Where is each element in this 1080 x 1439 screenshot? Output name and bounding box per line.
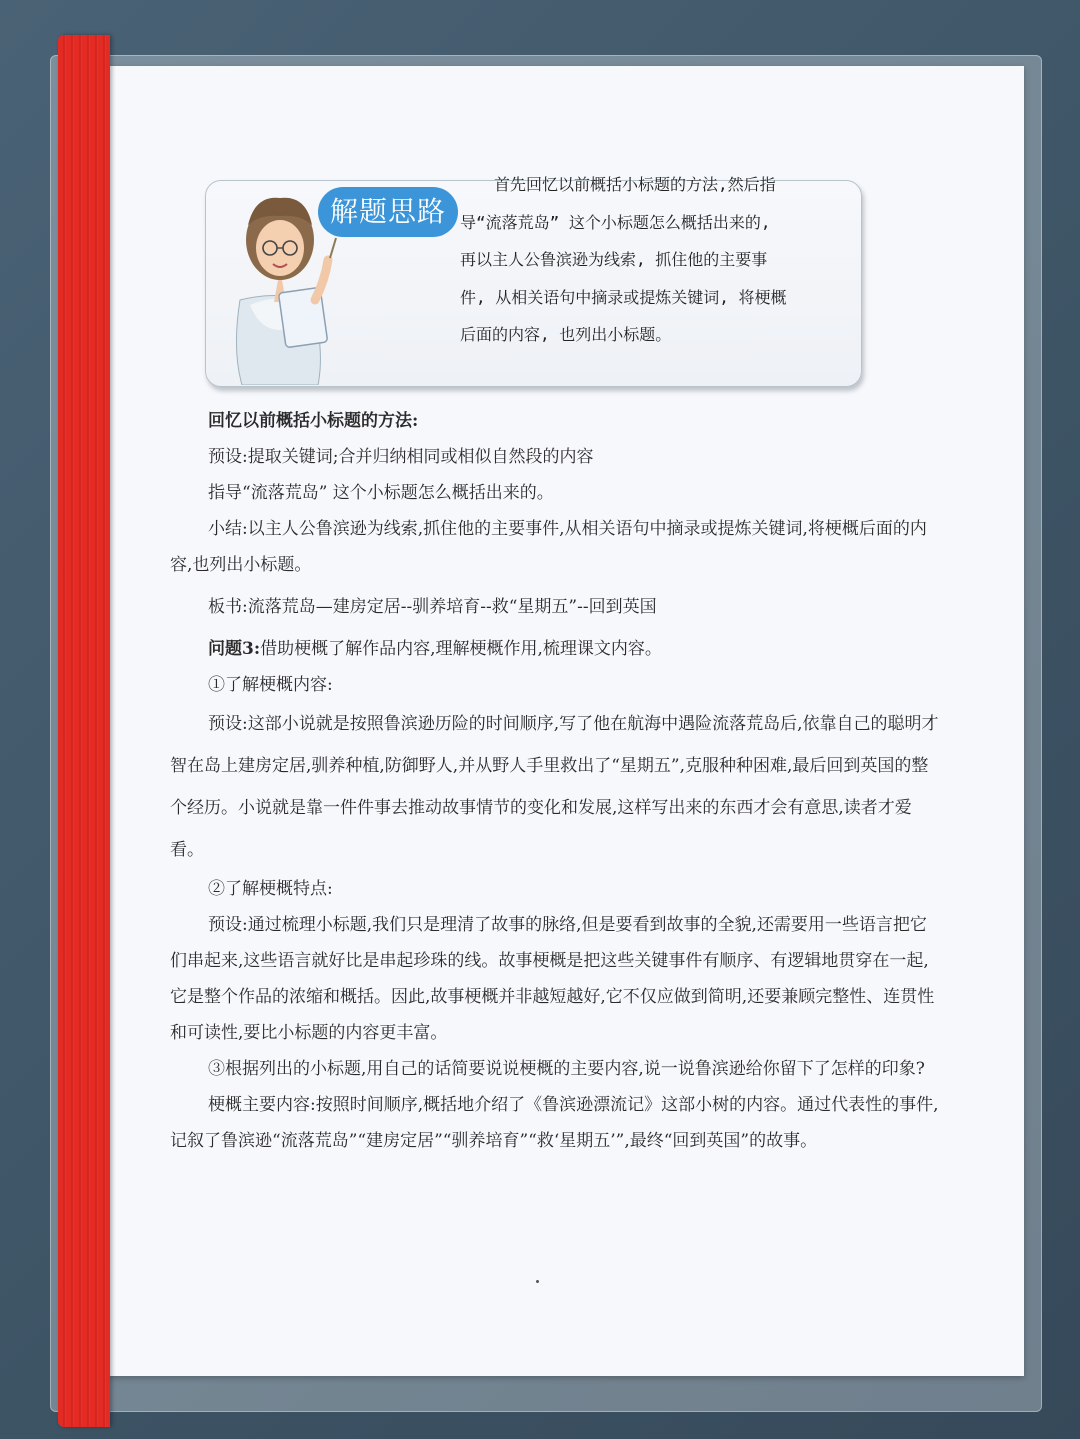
red-binder-spine — [58, 35, 110, 1427]
solution-idea-badge: 解题思路 — [318, 187, 458, 237]
item-1-heading: ①了解梗概内容: — [208, 675, 333, 695]
card-line: 首先回忆以前概括小标题的方法,然后指 — [494, 175, 776, 194]
question-3-label: 问题3: — [208, 639, 261, 659]
summary-paragraph: 小结:以主人公鲁滨逊为线索,抓住他的主要事件,从相关语句中摘录或提炼关键词,将梗概后面的内容,也列出小标题。 — [170, 519, 927, 575]
card-line: 件, 从相关语句中摘录或提炼关键词, 将梗概 — [460, 287, 787, 307]
item-2-heading: ②了解梗概特点: — [208, 879, 333, 899]
board-paragraph: 板书:流落荒岛—建房定居--驯养培育--救“星期五”--回到英国 — [208, 597, 657, 617]
page-dot — [536, 1280, 539, 1283]
card-line: 再以主人公鲁滨逊为线索, 抓住他的主要事 — [460, 250, 768, 269]
section-heading: 回忆以前概括小标题的方法: — [208, 411, 419, 431]
guide-paragraph: 指导“流落荒岛” 这个小标题怎么概括出来的。 — [208, 483, 554, 503]
document-body — [170, 403, 940, 1159]
card-line: 后面的内容, 也列出小标题。 — [460, 325, 672, 344]
preset-paragraph: 预设:提取关键词;合并归纳相同或相似自然段的内容 — [208, 447, 594, 467]
preset-paragraph: 预设:这部小说就是按照鲁滨逊历险的时间顺序,写了他在航海中遇险流落荒岛后,依靠自己的聪明才智在岛上建房定居,驯养种植,防御野人,并从野人手里救出了“星期五”,克服种种困难,最后回到英国的整个经历。小说就是靠一件件事去推动故事情节的变化和发展,这样写出来的东西才会有意思,读者才爱看。 — [170, 714, 939, 860]
card-text — [460, 166, 840, 354]
main-content-paragraph: 梗概主要内容:按照时间顺序,概括地介绍了《鲁滨逊漂流记》这部小树的内容。通过代表性的事件,记叙了鲁滨逊“流落荒岛”“建房定居”“驯养培育”“救‘星期五’”,最终“回到英国”的故事。 — [170, 1095, 939, 1151]
preset-paragraph: 预设:通过梳理小标题,我们只是理清了故事的脉络,但是要看到故事的全貌,还需要用一些语言把它们串起来,这些语言就好比是串起珍珠的线。故事梗概是把这些关键事件有顺序、有逻辑地贯穿在一起,它是整个作品的浓缩和概括。因此,故事梗概并非越短越好,它不仅应做到简明,还要兼顾完整性、连贯性和可读性,要比小标题的内容更丰富。 — [170, 915, 935, 1043]
item-3-heading: ③根据列出的小标题,用自己的话简要说说梗概的主要内容,说一说鲁滨逊给你留下了怎样的印象? — [208, 1059, 925, 1079]
card-line: 导“流落荒岛” 这个小标题怎么概括出来的, — [460, 212, 771, 232]
question-3-text: 借助梗概了解作品内容,理解梗概作用,梳理课文内容。 — [260, 639, 662, 659]
question-3 — [170, 631, 940, 667]
